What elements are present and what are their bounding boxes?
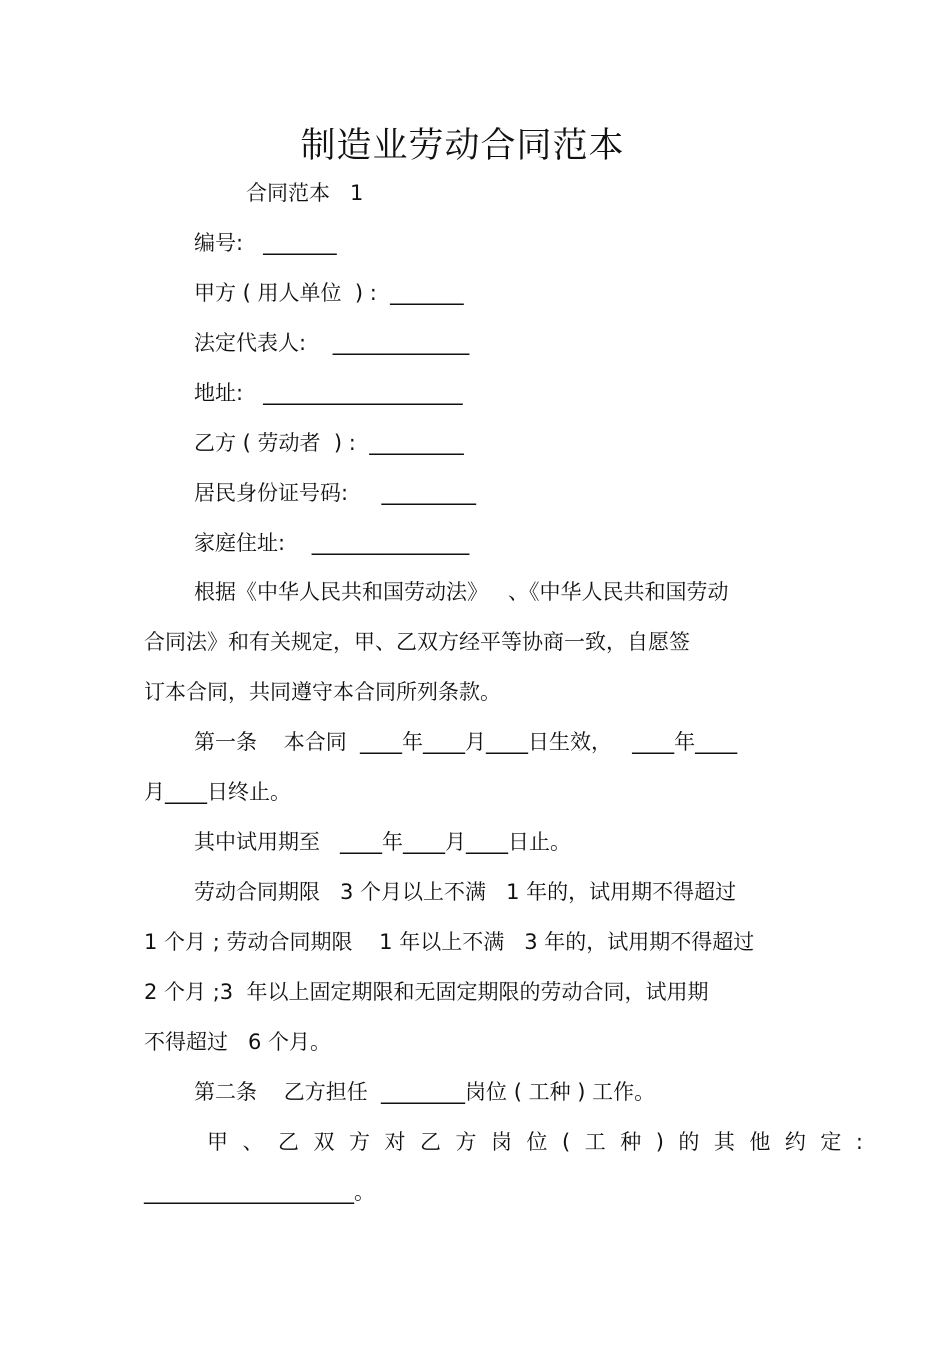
preamble-line: 根据《中华人民共和国劳动法》 、《中华人民共和国劳动 [194, 580, 729, 604]
other-agreement-blank: ____________________。 [144, 1180, 375, 1204]
preamble-line: 合同法》和有关规定，甲、乙双方经平等协商一致，自愿签 [144, 630, 690, 654]
field-id-number: 居民身份证号码: _________ [194, 481, 476, 505]
article-1-line: 月____日终止。 [144, 780, 291, 804]
field-home-address: 家庭住址: _______________ [194, 531, 470, 555]
article-1-line: 第一条 本合同 ____年____月____日生效， ____年____ [194, 730, 738, 754]
field-party-a-employer: 甲方 ( 用人单位 ) : _______ [194, 281, 464, 305]
other-agreement-line: 甲、乙双方对乙方岗位(工种)的其他约定: [207, 1130, 878, 1154]
term-rule-line: 劳动合同期限 3 个月以上不满 1 年的，试用期不得超过 [194, 880, 737, 904]
preamble-line: 订本合同，共同遵守本合同所列条款。 [144, 680, 501, 704]
term-rule-line: 1 个月 ; 劳动合同期限 1 年以上不满 3 年的，试用期不得超过 [144, 930, 755, 954]
term-rule-line: 2 个月 ;3 年以上固定期限和无固定期限的劳动合同，试用期 [144, 980, 709, 1004]
document-title: 制造业劳动合同范本 [300, 126, 625, 166]
field-serial-number: 编号: _______ [194, 231, 337, 255]
contract-sample-number: 合同范本 1 [246, 181, 364, 205]
article-2-line: 第二条 乙方担任 ________岗位 ( 工种 ) 工作。 [194, 1080, 656, 1104]
field-party-b-worker: 乙方 ( 劳动者 ) : _________ [194, 431, 464, 455]
field-legal-representative: 法定代表人: _____________ [194, 331, 470, 355]
term-rule-line: 不得超过 6 个月。 [144, 1030, 332, 1054]
field-address: 地址: ___________________ [194, 381, 463, 405]
probation-period-line: 其中试用期至 ____年____月____日止。 [194, 830, 572, 854]
